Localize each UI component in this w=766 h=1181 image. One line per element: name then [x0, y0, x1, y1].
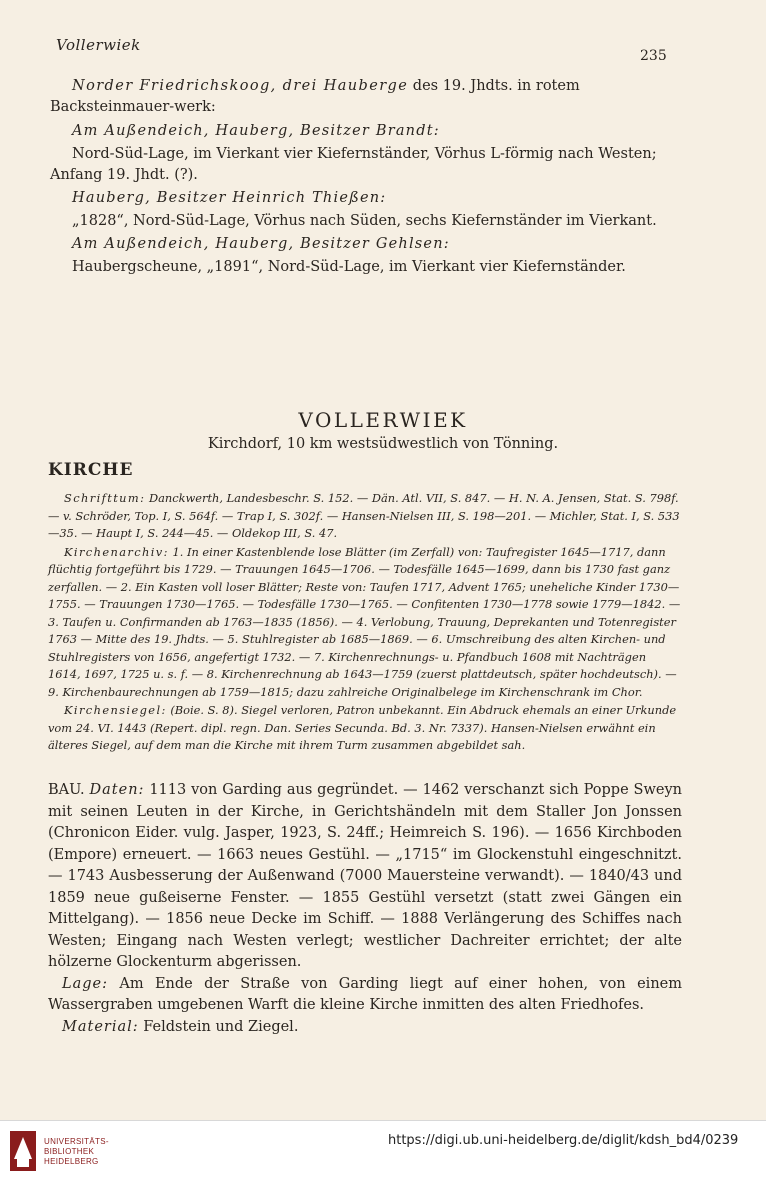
page-number: 235 — [640, 48, 667, 64]
entry-3-text: „1828“, Nord-Süd-Lage, Vörhus nach Süden, sechs Kiefernständer im Vierkant. — [72, 213, 657, 229]
section-heading: KIRCHE — [48, 460, 134, 480]
university-library-logo-icon[interactable] — [8, 1129, 38, 1173]
kirchensiegel-paragraph — [48, 702, 682, 755]
entry-4-title: Am Außendeich, Hauberg, Besitzer Gehlsen: — [72, 236, 450, 252]
lage-text: Am Ende der Straße von Garding liegt auf einer hohen, von einem Wassergraben umgebenen Warft die kleine Kirche inmitten des alten Friedhofes. — [48, 975, 682, 1013]
entry-3-title: Hauberg, Besitzer Heinrich Thießen: — [72, 190, 387, 206]
entry-4-text: Haubergscheune, „1891“, Nord-Süd-Lage, im Vierkant vier Kiefernständer. — [72, 259, 626, 275]
place-subtitle: Kirchdorf, 10 km westsüdwestlich von Tönning. — [207, 436, 559, 452]
daten-text: 1113 von Garding aus gegründet. — 1462 verschanzt sich Poppe Sweyn mit seinen Leuten in der Kirche, in Gerichtshändeln mit dem Staller Jon Jonssen (Chronicon Eider. vulg. Jasper, 1923, S. 24ff.; Heimreich S. 196). — 1656 Kirchboden (Empore) erneuert. — 1663 neues Gestühl. — „1715“ im Glockenstuhl eingeschnitzt. — 1743 Ausbesserung der Außenwand (7000 Mauersteine verwandt). — 1840/43 und 1859 neue gußeiserne Fenster. — 1855 Gestühl versetzt (statt zwei Gängen ein Mittelgang). — 1856 neue Decke im Schiff. — 1888 Verlängerung des Schiffes nach Westen; Eingang nach Westen verlegt; westlicher Dachreiter errichtet; der alte hölzerne Glockenturm abgerissen. — [48, 782, 682, 970]
kirchensiegel-label: Kirchensiegel: — [64, 703, 167, 717]
place-title: VOLLERWIEK — [298, 408, 468, 432]
kirchensiegel-text: (Boie. S. 8). Siegel verloren, Patron unbekannt. Ein Abdruck ehemals an einer Urkunde vom 24. VI. 1443 (Repert. dipl. regn. Dan. Series Secunda. Bd. 3. Nr. 7337). Hansen-Nielsen erwähnt ein älteres Siegel, auf dem man die Kirche mit ihrem Turm zusammen abgebildet sah. — [48, 703, 677, 752]
farmhouse-entries — [50, 76, 682, 280]
kirchenarchiv-paragraph — [48, 544, 682, 702]
viewer-footer — [0, 1120, 766, 1181]
library-name-line-3: HEIDELBERG — [44, 1157, 99, 1166]
running-head: Vollerwiek — [56, 36, 141, 54]
schrifttum-text: Danckwerth, Landesbeschr. S. 152. — Dän. Atl. VII, S. 847. — H. N. A. Jensen, Stat. S. 798f. — v. Schröder, Top. I, S. 564f. — Trap I, S. 302f. — Hansen-Nielsen III, S. 198—201. — Michler, Stat. I, S. 533—35. — Haupt I, S. 244—45. — Oldekop III, S. 47. — [48, 491, 680, 540]
bau-daten-paragraph — [48, 780, 682, 974]
bau-section — [48, 780, 682, 1038]
entry-1-title: Norder Friedrichskoog, drei Hauberge — [72, 78, 409, 94]
daten-label: Daten: — [89, 782, 145, 798]
lage-label: Lage: — [62, 975, 109, 992]
entry-1 — [50, 76, 682, 118]
library-name-line-2: BIBLIOTHEK — [44, 1147, 95, 1156]
permalink-url[interactable]: https://digi.ub.uni-heidelberg.de/diglit/kdsh_bd4/0239 — [388, 1133, 739, 1148]
entry-1-text: des 19. Jhdts. in rotem Backsteinmauer-werk: — [50, 78, 580, 115]
kirchenarchiv-text: 1. In einer Kastenblende lose Blätter (im Zerfall) von: Taufregister 1645—1717, dann flüchtig fortgeführt bis 1729. — Trauungen 1645—1706. — Todesfälle 1645—1699, dann bis 1730 fast ganz zerfallen. — 2. Ein Kasten voll loser Blätter; Reste von: Taufen 1717, Advent 1765; uneheliche Kinder 1730—1755. — Trauungen 1730—1765. — Todesfälle 1730—1765. — Confitenten 1730—1778 sowie 1779—1842. — 3. Taufen u. Confirmanden ab 1763—1835 (1856). — 4. Verlobung, Trauung, Deprekanten und Totenregister 1763 — Mitte des 19. Jhdts. — 5. Stuhlregister ab 1685—1869. — 6. Umschreibung des alten Kirchen- und Stuhlregisters von 1656, angefertigt 1732. — 7. Kirchenrechnungs- u. Pfandbuch 1608 mit Nachträgen 1614, 1697, 1725 u. s. f. — 8. Kirchenrechnung ab 1643—1759 (zuerst plattdeutsch, später hochdeutsch). — 9. Kirchenbaurechnungen ab 1759—1815; dazu zahlreiche Originalbelege im Kirchenschrank im Chor. — [48, 544, 681, 699]
material-paragraph — [48, 1017, 682, 1039]
schrifttum-label: Schrifttum: — [64, 491, 146, 505]
lage-paragraph — [48, 974, 682, 1017]
entry-2-title: Am Außendeich, Hauberg, Besitzer Brandt: — [72, 123, 440, 139]
sources-block — [48, 490, 682, 756]
bau-label: BAU. — [48, 782, 85, 798]
material-label: Material: — [62, 1018, 139, 1035]
library-name[interactable] — [44, 1137, 109, 1167]
entry-2-text: Nord-Süd-Lage, im Vierkant vier Kiefernständer, Vörhus L-förmig nach Westen; Anfang 19. Jhdt. (?). — [50, 146, 657, 183]
library-name-line-1: UNIVERSITÄTS- — [44, 1137, 109, 1146]
kirchenarchiv-label: Kirchenarchiv: — [64, 544, 169, 559]
schrifttum-paragraph — [48, 490, 682, 543]
material-text: Feldstein und Ziegel. — [138, 1018, 299, 1035]
